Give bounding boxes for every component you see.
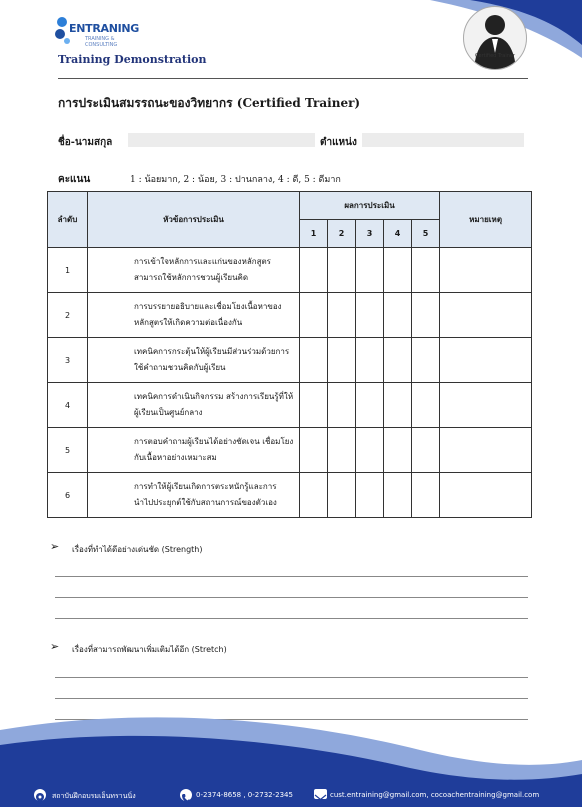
footer-email[interactable]: cust.entraining@gmail.com, cocoachentraining@gmail.com — [330, 791, 540, 799]
score-cell[interactable] — [300, 293, 328, 338]
row-topic — [88, 473, 300, 518]
score-cell[interactable] — [356, 293, 384, 338]
company-logo — [55, 14, 145, 50]
table-header-row — [48, 192, 532, 220]
score-cell[interactable] — [328, 338, 356, 383]
score-cell[interactable] — [300, 428, 328, 473]
score-cell[interactable] — [356, 428, 384, 473]
name-field[interactable] — [128, 133, 315, 147]
row-topic — [88, 383, 300, 428]
topic-line: กับเนื้อหาอย่างเหมาะสม — [134, 453, 217, 462]
row-number: 2 — [48, 293, 88, 338]
table-row — [48, 473, 532, 518]
stretch-heading: เรื่องที่สามารถพัฒนาเพิ่มเติมได้อีก (Stretch) — [72, 645, 227, 654]
score-cell[interactable] — [328, 383, 356, 428]
scale-description: 1 : น้อยมาก, 2 : น้อย, 3 : ปานกลาง, 4 : ดี, 5 : ดีมาก — [130, 175, 341, 185]
topic-line: ใช้คำถามชวนคิดกับผู้เรียน — [134, 363, 226, 372]
brand-title: Training Demonstration — [58, 53, 207, 66]
topic-line: การทำให้ผู้เรียนเกิดการตระหนักรู้และการ — [134, 482, 277, 491]
score-cell[interactable] — [300, 248, 328, 293]
score-header-5: 5 — [412, 220, 440, 248]
score-cell[interactable] — [412, 383, 440, 428]
note-cell[interactable] — [440, 383, 532, 428]
phone-icon — [180, 789, 192, 801]
location-icon — [34, 789, 46, 801]
footer-wave-decoration — [0, 690, 582, 807]
score-header-4: 4 — [384, 220, 412, 248]
note-cell[interactable] — [440, 473, 532, 518]
row-topic — [88, 338, 300, 383]
score-cell[interactable] — [300, 473, 328, 518]
topic-line: เทคนิคการดำเนินกิจกรรม สร้างการเรียนรู้ที่ให้ — [134, 392, 294, 401]
header-note: หมายเหตุ — [440, 192, 532, 248]
strength-answer-line[interactable] — [55, 618, 528, 619]
strength-answer-line[interactable] — [55, 576, 528, 577]
page-title: การประเมินสมรรถนะของวิทยากร (Certified Trainer) — [58, 96, 361, 110]
note-cell[interactable] — [440, 293, 532, 338]
score-cell[interactable] — [356, 248, 384, 293]
score-cell[interactable] — [384, 248, 412, 293]
trainer-silhouette-icon — [464, 7, 526, 69]
table-row — [48, 383, 532, 428]
topic-line: การบรรยายอธิบายและเชื่อมโยงเนื้อหาของ — [134, 302, 282, 311]
strength-heading: เรื่องที่ทำได้ดีอย่างเด่นชัด (Strength) — [72, 545, 203, 554]
footer-org-name: สถาบันฝึกอบรมเอ็นทรานนิ่ง — [52, 792, 136, 800]
row-number: 1 — [48, 248, 88, 293]
score-cell[interactable] — [328, 428, 356, 473]
topic-line: หลักสูตรให้เกิดความต่อเนื่องกัน — [134, 318, 243, 327]
score-cell[interactable] — [412, 293, 440, 338]
score-cell[interactable] — [328, 293, 356, 338]
score-cell[interactable] — [384, 383, 412, 428]
evaluation-table — [47, 191, 532, 518]
table-row — [48, 248, 532, 293]
score-cell[interactable] — [412, 428, 440, 473]
score-cell[interactable] — [412, 338, 440, 383]
scale-label: คะแนน — [58, 174, 91, 185]
note-cell[interactable] — [440, 428, 532, 473]
avatar-caption: Certified Trainer — [474, 53, 516, 59]
note-cell[interactable] — [440, 338, 532, 383]
header-result: ผลการประเมิน — [300, 192, 440, 220]
position-label: ตำแหน่ง — [320, 137, 357, 148]
email-icon — [314, 789, 327, 799]
row-topic — [88, 248, 300, 293]
trainer-avatar — [463, 6, 527, 70]
score-cell[interactable] — [328, 473, 356, 518]
row-number: 3 — [48, 338, 88, 383]
logo-text: ENTRANING — [69, 22, 140, 35]
score-cell[interactable] — [384, 338, 412, 383]
score-header-3: 3 — [356, 220, 384, 248]
row-topic — [88, 428, 300, 473]
score-header-1: 1 — [300, 220, 328, 248]
score-cell[interactable] — [300, 383, 328, 428]
score-cell[interactable] — [412, 248, 440, 293]
row-number: 4 — [48, 383, 88, 428]
header-no: ลำดับ — [48, 192, 88, 248]
topic-line: เทคนิคการกระตุ้นให้ผู้เรียนมีส่วนร่วมด้วยการ — [134, 347, 290, 356]
table-row — [48, 293, 532, 338]
stretch-answer-line[interactable] — [55, 677, 528, 678]
row-number: 5 — [48, 428, 88, 473]
score-cell[interactable] — [384, 473, 412, 518]
header-divider — [58, 78, 528, 79]
table-row — [48, 428, 532, 473]
score-header-2: 2 — [328, 220, 356, 248]
score-cell[interactable] — [384, 293, 412, 338]
topic-line: ผู้เรียนเป็นศูนย์กลาง — [134, 408, 203, 417]
strength-answer-line[interactable] — [55, 597, 528, 598]
row-topic — [88, 293, 300, 338]
note-cell[interactable] — [440, 248, 532, 293]
score-cell[interactable] — [412, 473, 440, 518]
arrow-bullet-icon: ➢ — [50, 540, 60, 553]
score-cell[interactable] — [356, 338, 384, 383]
topic-line: นำไปประยุกต์ใช้กับสถานการณ์ของตัวเอง — [134, 498, 277, 507]
footer-phone[interactable]: 0-2374-8658 , 0-2732-2345 — [196, 791, 293, 799]
score-cell[interactable] — [328, 248, 356, 293]
name-label: ชื่อ-นามสกุล — [58, 137, 113, 148]
topic-line: การตอบคำถามผู้เรียนได้อย่างชัดเจน เชื่อมโยง — [134, 437, 294, 446]
table-row — [48, 338, 532, 383]
score-cell[interactable] — [356, 383, 384, 428]
score-cell[interactable] — [356, 473, 384, 518]
score-cell[interactable] — [300, 338, 328, 383]
logo-subtext: TRAINING & CONSULTING — [85, 36, 118, 48]
position-field[interactable] — [362, 133, 524, 147]
row-number: 6 — [48, 473, 88, 518]
arrow-bullet-icon: ➢ — [50, 640, 60, 653]
topic-line: สามารถใช้หลักการชวนผู้เรียนคิด — [134, 273, 249, 282]
header-topic: หัวข้อการประเมิน — [88, 192, 300, 248]
topic-line: การเข้าใจหลักการและแก่นของหลักสูตร — [134, 257, 271, 266]
score-cell[interactable] — [384, 428, 412, 473]
